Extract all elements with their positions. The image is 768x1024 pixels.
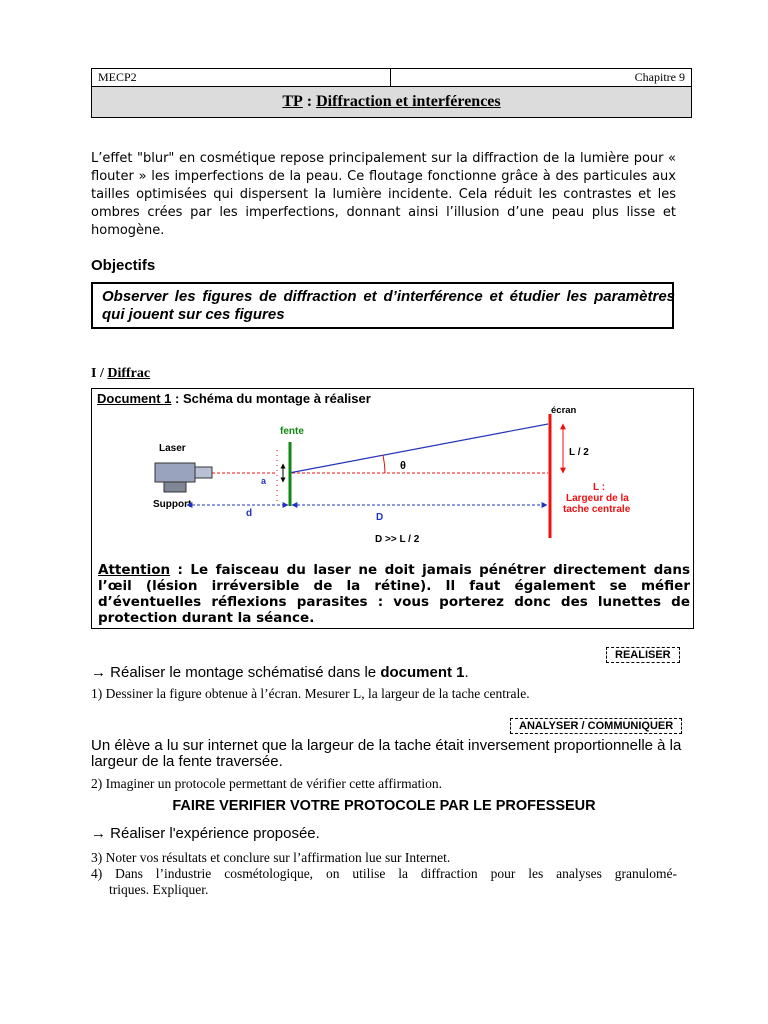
header-top-row bbox=[92, 69, 691, 87]
distance-D-label: D bbox=[376, 512, 384, 523]
document-1-box bbox=[91, 388, 694, 629]
question-4-line-2: triques. Expliquer. bbox=[109, 882, 209, 897]
verify-instruction: FAIRE VERIFIER VOTRE PROTOCOLE PAR LE PROFESSEUR bbox=[172, 798, 596, 814]
width-desc-line1: Largeur de la bbox=[566, 493, 629, 504]
page-title bbox=[92, 87, 691, 117]
title-tp: TP bbox=[282, 93, 303, 110]
width-symbol: L : bbox=[593, 482, 606, 493]
section-1-prefix: I / bbox=[91, 366, 108, 381]
slit-label: fente bbox=[280, 426, 304, 437]
distance-d-label: d bbox=[246, 508, 253, 519]
header-table bbox=[91, 68, 692, 118]
title-main: Diffraction et interférences bbox=[316, 93, 501, 110]
setup-diagram bbox=[92, 404, 693, 564]
half-width-label: L / 2 bbox=[569, 447, 589, 458]
section-1-title: Diffrac bbox=[107, 366, 151, 381]
course-code: MECP2 bbox=[98, 70, 137, 84]
safety-warning bbox=[98, 562, 690, 626]
title-separator: : bbox=[302, 93, 317, 110]
objectives-text: Observer les figures de diffraction et d’interférence et étudier les paramètres qui jouent sur ces figures bbox=[102, 288, 675, 323]
question-4-line-1: 4) Dans l’industrie cosmétologique, on utilise la diffraction pour les analyses granulomé- bbox=[91, 866, 677, 881]
step-1-bold: document 1 bbox=[380, 664, 465, 681]
arrow-icon: → bbox=[91, 825, 111, 842]
slit-width-label: a bbox=[261, 476, 267, 486]
width-desc-line2: tache centrale bbox=[563, 504, 631, 515]
step-1-text: Réaliser le montage schématisé dans le bbox=[110, 664, 381, 681]
question-4 bbox=[91, 866, 677, 898]
chapter-label: Chapitre 9 bbox=[634, 70, 685, 84]
document-1-label: Document 1 bbox=[97, 391, 172, 406]
document-1-caption: : Schéma du montage à réaliser bbox=[171, 391, 371, 406]
screen-label: écran bbox=[551, 405, 577, 416]
question-2: 2) Imaginer un protocole permettant de vérifier cette affirmation. bbox=[91, 776, 442, 791]
theta-arc bbox=[383, 455, 385, 473]
step-1 bbox=[91, 664, 469, 681]
statement-paragraph: Un élève a lu sur internet que la largeur de la tache était inversement proportionnelle à la largeur de la fente traversée. bbox=[91, 737, 682, 770]
header-divider bbox=[390, 69, 391, 86]
attention-label: Attention bbox=[98, 562, 171, 578]
arrow-icon: → bbox=[91, 664, 111, 681]
step-2 bbox=[91, 825, 320, 842]
analyser-badge: ANALYSER / COMMUNIQUER bbox=[510, 718, 682, 734]
question-1: 1) Dessiner la figure obtenue à l’écran. Mesurer L, la largeur de la tache centrale. bbox=[91, 686, 530, 701]
attention-text: : Le faisceau du laser ne doit jamais pénétrer directement dans l’œil (lésion irréversible de la rétine). Il faut également se méfier d’éventuelles réflexions parasites : vous porterez donc des lunettes de protection durant la séance. bbox=[98, 562, 690, 626]
question-3: 3) Noter vos résultats et conclure sur l’affirmation lue sur Internet. bbox=[91, 850, 451, 865]
laser-device bbox=[155, 463, 212, 492]
intro-paragraph: L’effet "blur" en cosmétique repose principalement sur la diffraction de la lumière pour « flouter » les imperfections de la peau. Ce floutage fonctionne grâce à des particules aux tailles optimisées qui dispersent la lumière incidente. Cela réduit les contrastes et les ombres crées par les imperfections, donnant ainsi l’illusion d’une peau plus lisse et homogène. bbox=[91, 151, 676, 238]
realiser-badge: REALISER bbox=[606, 647, 680, 663]
section-1-heading bbox=[91, 366, 150, 382]
step-2-text: Réaliser l'expérience proposée. bbox=[110, 825, 320, 842]
objectives-box bbox=[91, 282, 674, 329]
theta-label: θ bbox=[400, 460, 406, 472]
laser-label: Laser bbox=[159, 443, 186, 454]
diffraction-ray bbox=[289, 424, 548, 473]
condition-label: D >> L / 2 bbox=[375, 534, 420, 545]
objectives-heading: Objectifs bbox=[91, 257, 156, 274]
step-1-end: . bbox=[464, 664, 469, 681]
support-label: Support bbox=[153, 499, 192, 510]
